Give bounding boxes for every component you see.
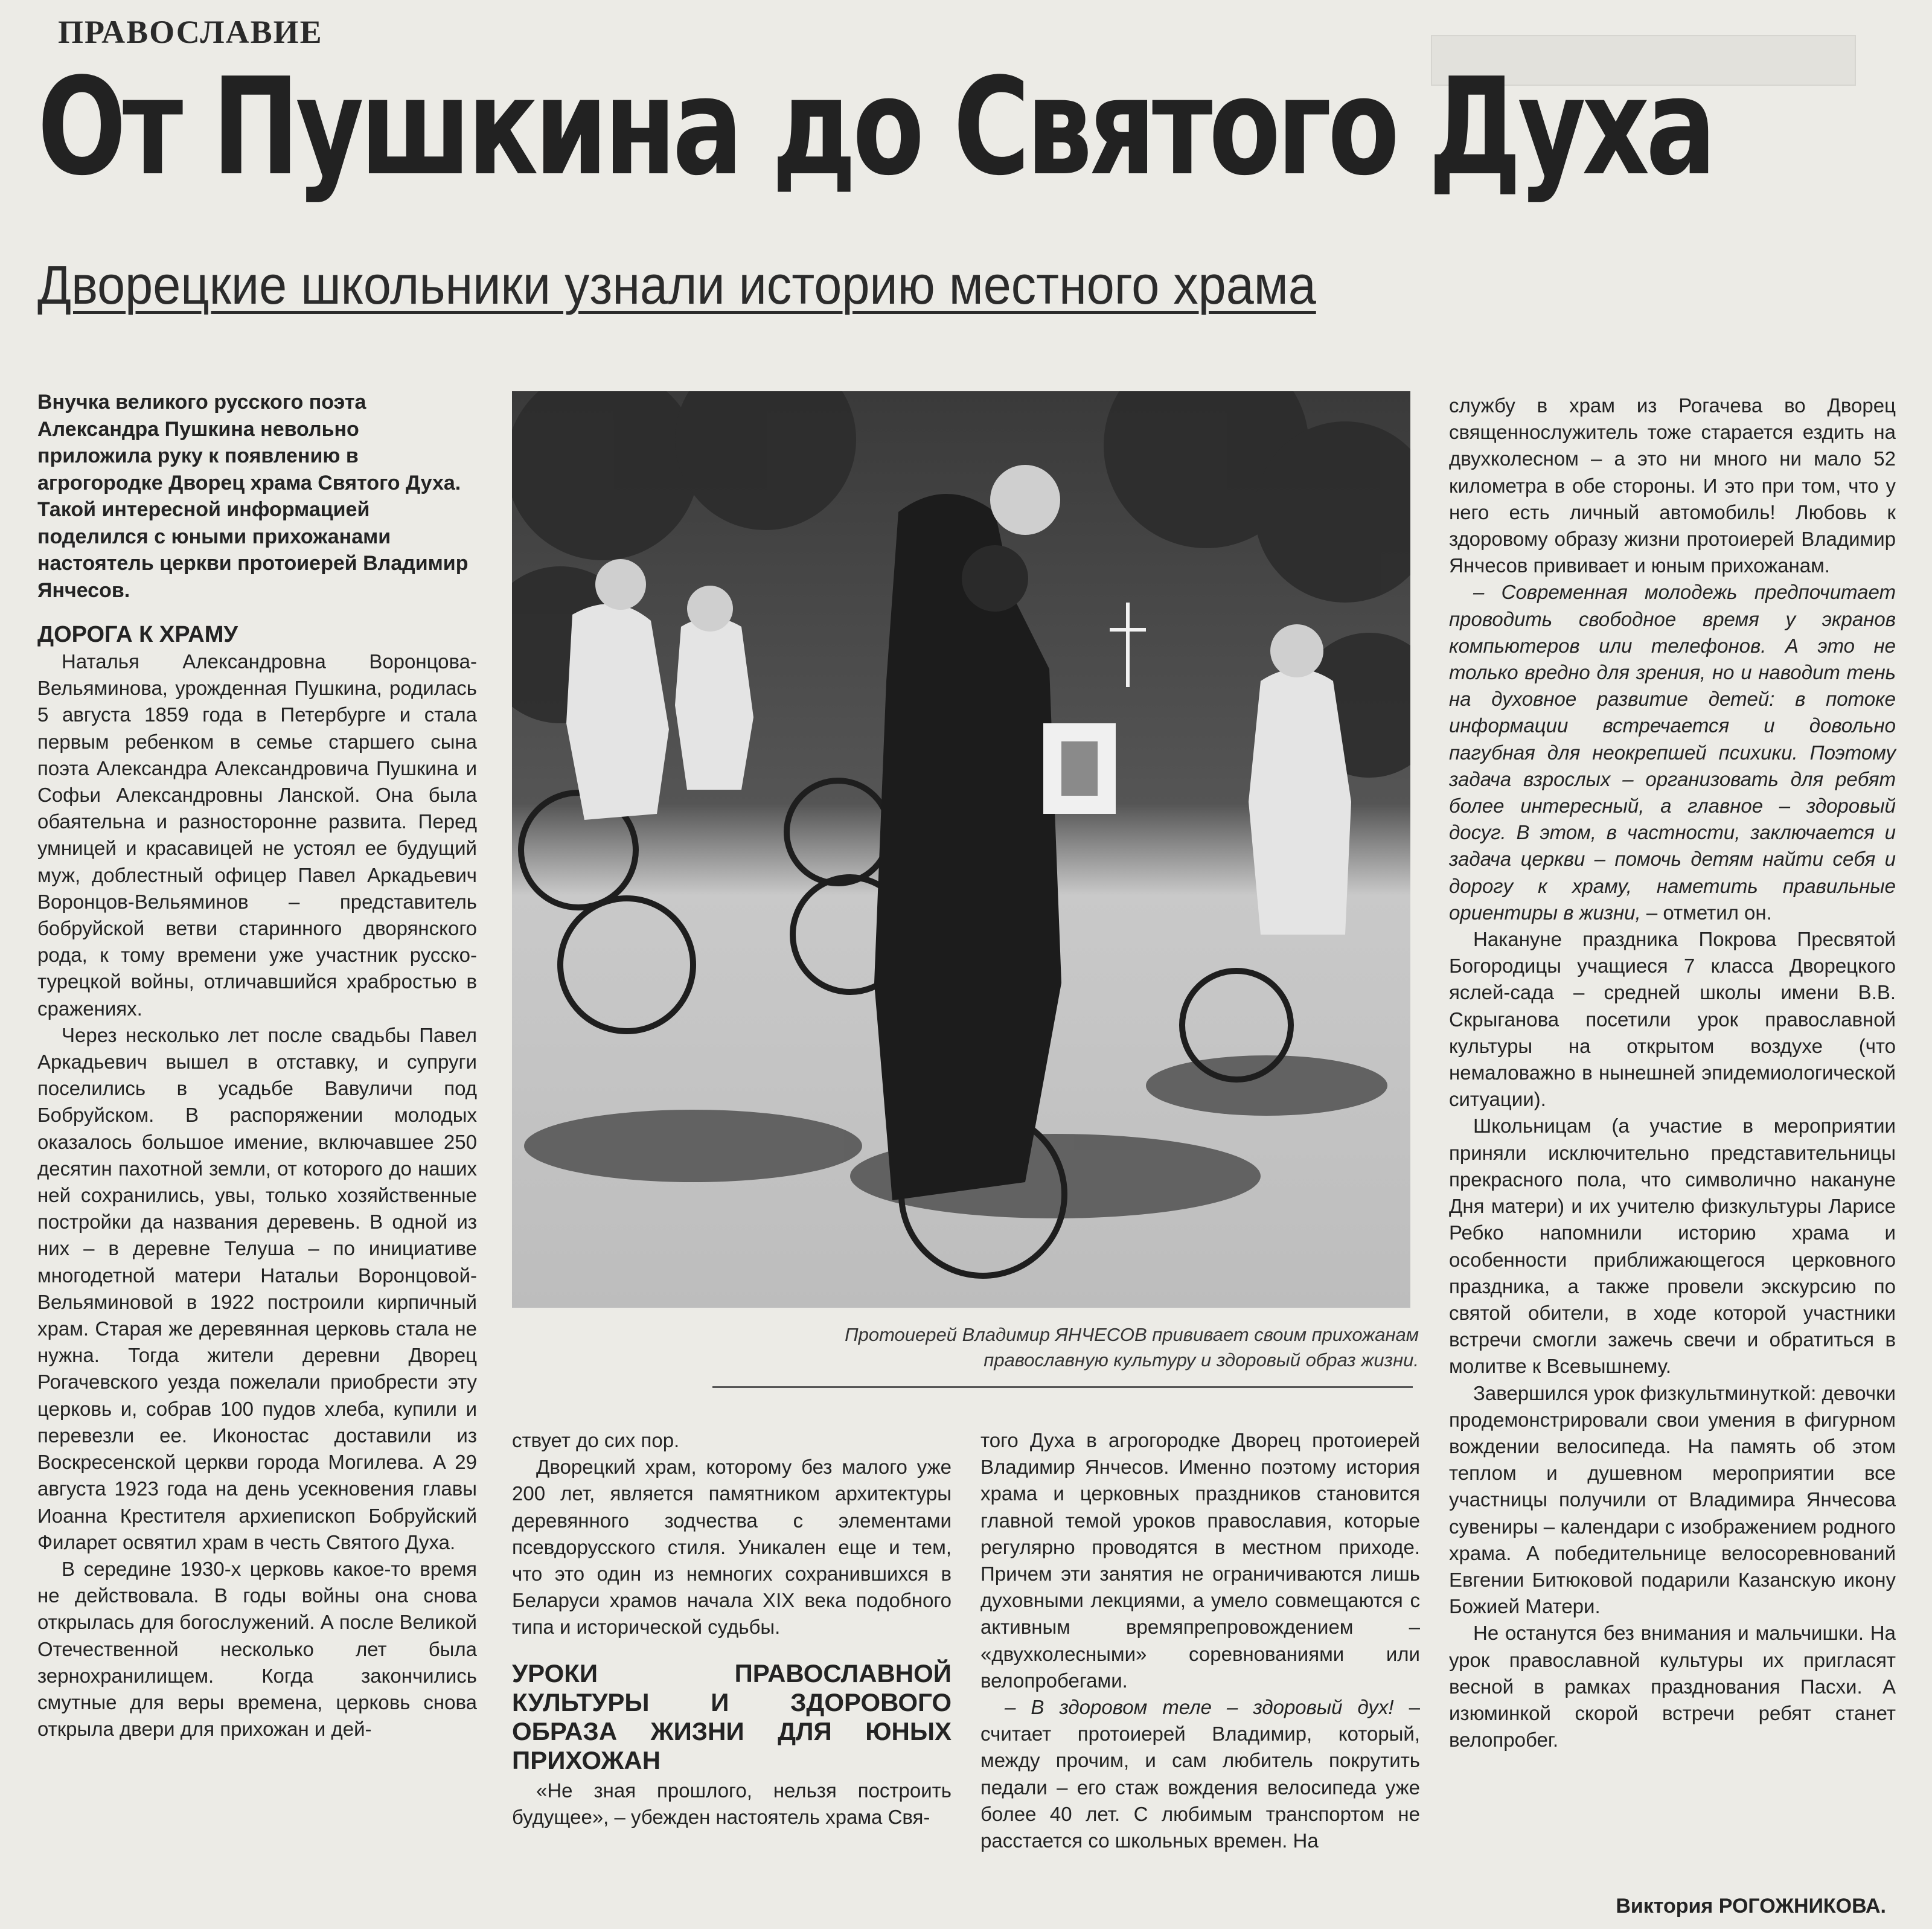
rubric-label: ПРАВОСЛАВИЕ: [58, 14, 323, 50]
paragraph: Наталья Александровна Воронцова-Вельяминова, урожденная Пушкина, родилась 5 августа 1859 года в Петербурге и стала первым ребенком в семье старшего сына поэта Александра Александровича Пушкина и Софьи Александровны Ланской. Она была обаятельна и разносторонне развита. Перед умницей и красавицей не устоял ее будущий муж, доблестный офицер Павел Аркадьевич Воронцов-Вельяминов – представитель бобруйской ветви старинного дворянского рода, к тому времени уже участник русско-турецкой войны, отличавшийся храбростью в сражениях.: [37, 650, 477, 1020]
photo-caption: Протоиерей Владимир ЯНЧЕСОВ прививает своим прихожанам православную культуру и здоровый образ жизни.: [845, 1324, 1419, 1371]
column-1: [37, 389, 477, 1742]
paragraph: Дворецкий храм, которому без малого уже 200 лет, является памятником архитектуры деревянного зодчества с элементами псевдорусского стиля. Уникален еще и тем, что это один из немногих сохранившихся в Беларуси храмов начала XIX века подобного типа и исторической судьбы.: [512, 1456, 952, 1639]
lead-paragraph: Внучка великого русского поэта Александра Пушкина невольно приложила руку к появлению в агрогородке Дворец храма Святого Духа. Такой интересной информацией поделился с юными прихожанами настоятель церкви протоиерей Владимир Янчесов.: [37, 391, 469, 602]
paragraph: Школьницам (а участие в мероприятии приняли исключительно представительницы прекрасного пола, что символично накануне Дня матери) и их учителю физкультуры Ларисе Ребко напомнили историю храма и особенности приближающегося церковного праздника, а также провели экскурсию по святой обители, в ходе которой участники встречи смогли зажечь свечи и обратиться в молитве к Всевышнему.: [1449, 1115, 1896, 1378]
paragraph: Не останутся без внимания и мальчишки. На урок православной культуры их пригласят весной в рамках празднования Пасхи. А изюминкой скорой встречи ребят станет велопробег.: [1449, 1622, 1896, 1751]
column-2: [512, 1427, 952, 1831]
article-photo: [512, 391, 1410, 1308]
paragraph: Через несколько лет после свадьбы Павел Аркадьевич вышел в отставку, и супруги поселились в усадьбе Вавуличи под Бобруйском. В распоряжении молодых оказалось большое имение, включавшее 250 десятин пахотной земли, от которого до наших ней сохранились, увы, только хозяйственные постройки да названия деревень. В одной из них – в деревне Телуша – по инициативе многодетной матери Натальи Воронцовой-Вельяминовой в 1922 построили кирпичный храм. Старая же деревянная церковь стала не нужна. Тогда жители деревни Дворец Рогачевского уезда пожелали приобрести эту церковь и, собрав 100 пудов хлеба, купили и перевезли ее. Иконостас доставили из Воскресенской церкви города Могилева. А 29 августа 1923 года на день усекновения главы Иоанна Крестителя архиепископ Бобруйский Филарет освятил храм в честь Святого Духа.: [37, 1023, 477, 1553]
paragraph: [980, 1694, 1420, 1854]
section-title-road: ДОРОГА К ХРАМУ: [37, 622, 238, 647]
headline: От Пушкина до Святого Духа: [37, 50, 1713, 205]
column-4: [1449, 392, 1896, 1753]
quote-italic: – В здоровом теле – здоровый дух!: [1005, 1696, 1394, 1719]
section-title-lessons: УРОКИ ПРАВОСЛАВНОЙ КУЛЬТУРЫ И ЗДОРОВОГО ОБРАЗА ЖИЗНИ ДЛЯ ЮНЫХ ПРИХОЖАН: [512, 1659, 952, 1774]
paragraph: Накануне праздника Покрова Пресвятой Богородицы учащиеся 7 класса Дворецкого яслей-сада – средней школы имени В.В. Скрыганова посетили урок православной культуры на открытом воздухе (что немаловажно в нынешней эпидемиологической ситуации).: [1449, 928, 1896, 1111]
paragraph: [1449, 579, 1896, 926]
paragraph: В середине 1930-х церковь какое-то время не действовала. В годы войны она снова открылась для богослужений. А после Великой Отечественной несколько лет была зернохранилищем. Когда закончились смутные для веры времена, церковь снова открыла двери для прихожан и дей-: [37, 1557, 477, 1741]
column-3: [980, 1427, 1420, 1854]
caption-divider: [712, 1386, 1413, 1388]
quote-attribution: – считает протоиерей Владимир, который, между прочим, и сам любитель покрутить педали – его стаж вождения велосипеда уже более 40 лет. С любимым транспортом не расстается со школьных времен. На: [980, 1696, 1420, 1852]
paragraph: «Не зная прошлого, нельзя построить будущее», – убежден настоятель храма Свя-: [512, 1779, 952, 1828]
subheadline: Дворецкие школьники узнали историю местного храма: [37, 255, 1316, 316]
paragraph: службу в храм из Рогачева во Дворец священнослужитель тоже старается ездить на двухколесном – а это ни много ни мало 52 километра в обе стороны. И это при том, что у него есть личный автомобиль! Любовь к здоровому образу жизни протоиерей Владимир Янчесов прививает и юным прихожанам.: [1449, 394, 1896, 577]
author-signature: Виктория РОГОЖНИКОВА.: [1616, 1895, 1886, 1918]
photo-illustration: [512, 391, 1410, 1308]
paragraph: ствует до сих пор.: [512, 1429, 680, 1451]
paragraph: того Духа в агрогородке Дворец протоиерей Владимир Янчесов. Именно поэтому история храма и церковных праздников становится главной темой уроков православия, которые регулярно проводятся в местном приходе. Причем эти занятия не ограничиваются лишь духовными лекциями, а умело совмещаются с активным времяпрепровождением – «двухколесными» соревнованиями или велопробегами.: [980, 1429, 1420, 1692]
quote-attribution: – отметил он.: [1640, 901, 1772, 924]
paragraph: Завершился урок физкультминуткой: девочки продемонстрировали свои умения в фигурном вождении велосипеда. На память об этом теплом и душевном мероприятии все участницы получили от Владимира Янчесова сувениры – календари с изображением родного храма. А победительнице велосоревнований Евгении Битюковой подарили Казанскую икону Божией Матери.: [1449, 1381, 1896, 1618]
quote-italic: – Современная молодежь предпочитает проводить свободное время у экранов компьютеров или телефонов. А это не только вредно для зрения, но и наводит тень на духовное развитие детей: в потоке информации встречается и довольно пагубная для неокрепшей психики. Поэтому задача взрослых – организовать для ребят более интересный, а главное – здоровый досуг. В этом, в частности, заключается и задача церкви – помочь детям найти себя и дорогу к храму, наметить правильные ориентиры в жизни,: [1449, 581, 1896, 924]
